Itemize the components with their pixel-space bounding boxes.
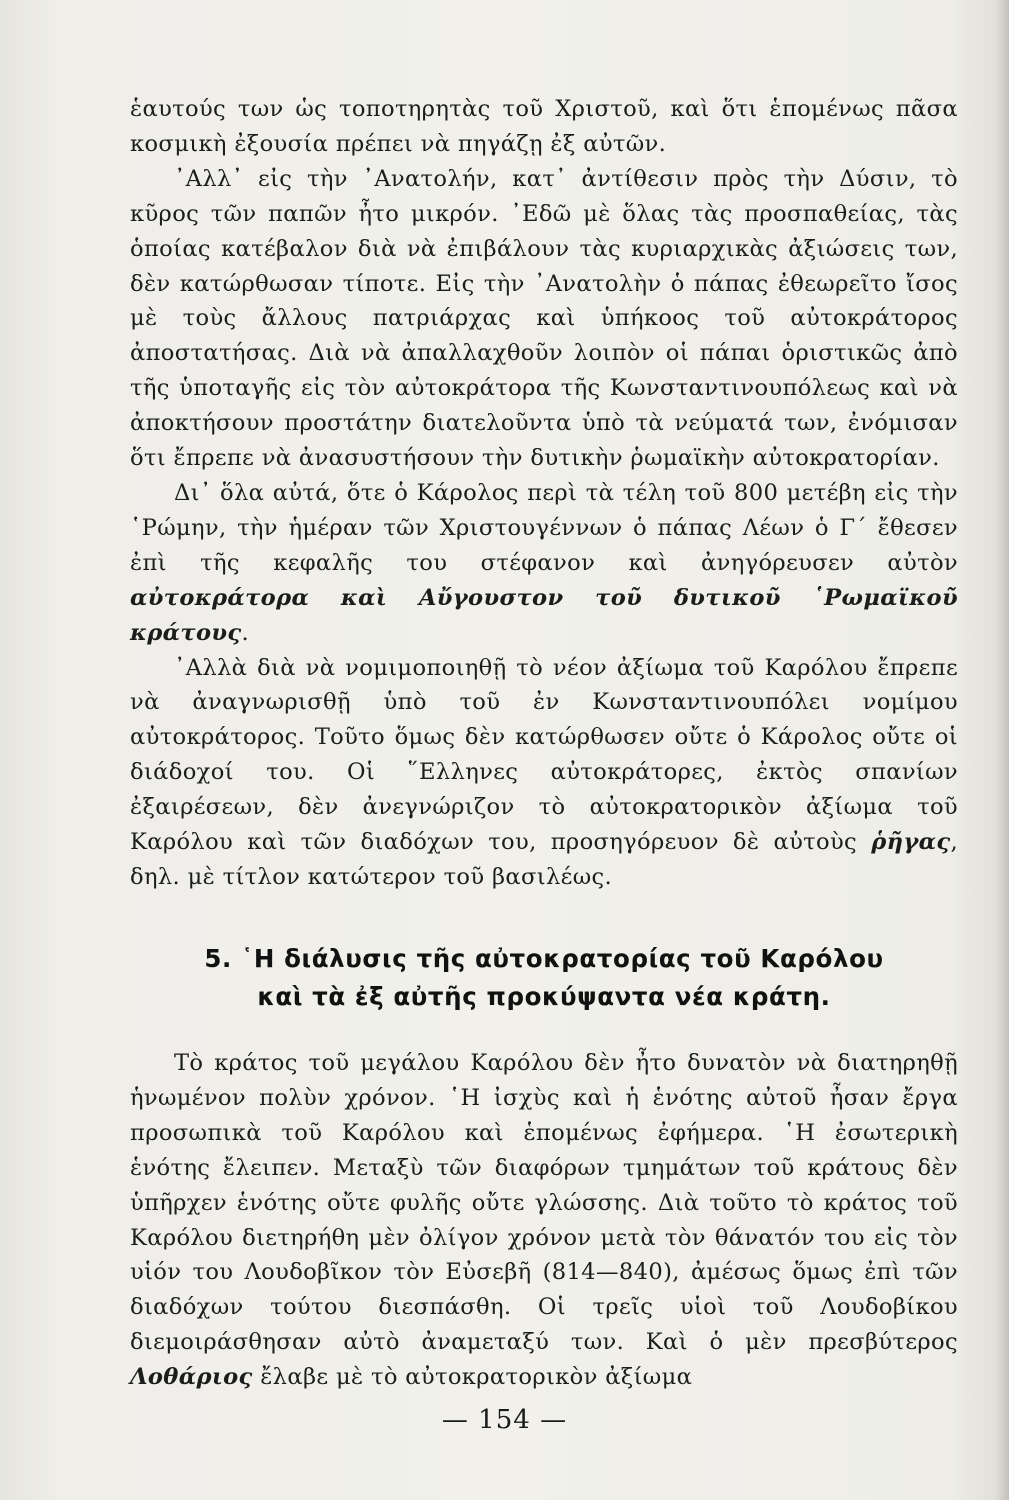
section-title-line-2: καὶ τὰ ἐξ αὐτῆς προκύψαντα νέα κράτη. (257, 982, 831, 1011)
body-text-bottom (130, 1046, 958, 1395)
paragraph-coronation-text-2: . (241, 619, 250, 646)
paragraph-coronation-text-1: Δι᾽ ὅλα αὐτά, ὅτε ὁ Κάρολος περὶ τὰ τέλη τοῦ 800 μετέβη εἰς τὴν ῾Ρώμην, τὴν ἡμέραν τῶν Χριστουγέννων ὁ πάπας Λέων ὁ Γ´ ἔθεσεν ἐπὶ τῆς κεφαλῆς του στέφανον καὶ ἀνηγόρευσεν αὐτὸν (130, 479, 958, 576)
page-shadow-edge (995, 0, 1009, 1500)
continuation-text: ἑαυτούς των ὡς τοποτηρητὰς τοῦ Χριστοῦ, καὶ ὅτι ἑπομένως πᾶσα κοσμικὴ ἐξουσία πρέπει νὰ πηγάζῃ ἐξ αὐτῶν. (130, 96, 958, 157)
paragraph-dissolution-text-1: Τὸ κράτος τοῦ μεγάλου Καρόλου δὲν ἦτο δυνατὸν νὰ διατηρηθῇ ἡνωμένον πολὺν χρόνον. ῾Η ἰσχὺς καὶ ἡ ἑνότης αὐτοῦ ἦσαν ἔργα προσωπικὰ τοῦ Καρόλου καὶ ἑπομένως ἐφήμερα. ῾Η ἐσωτερικὴ ἑνότης ἔλειπεν. Μεταξὺ τῶν διαφόρων τμημάτων τοῦ κράτους δὲν ὑπῆρχεν ἑνότης οὔτε φυλῆς οὔτε γλώσσης. Διὰ τοῦτο τὸ κράτος τοῦ Καρόλου διετηρήθη μὲν ὀλίγον χρόνον μετὰ τὸν θάνατόν του εἰς τὸν υἱόν του Λουδοβῖκον τὸν Εὐσεβῆ (814—840), ἀμέσως ὅμως ἐπὶ τῶν διαδόχων τούτου διεσπάσθη. Οἱ τρεῖς υἱοὶ τοῦ Λουδοβίκου διεμοιράσθησαν αὐτὸ ἀναμεταξύ των. Καὶ ὁ μὲν πρεσβύτερος (130, 1050, 958, 1356)
section-number: 5. (204, 944, 232, 973)
paragraph-recognition-text-1: ᾿Αλλὰ διὰ νὰ νομιμοποιηθῇ τὸ νέον ἀξίωμα τοῦ Καρόλου ἔπρεπε νὰ ἀναγνωρισθῇ ὑπὸ τοῦ ἐν Κωνσταντινουπόλει νομίμου αὐτοκράτορος. Τοῦτο ὅμως δὲν κατώρθωσεν οὔτε ὁ Κάρολος οὔτε οἱ διάδοχοί του. Οἱ ῞Ελληνες αὐτοκράτορες, ἐκτὸς σπανίων ἐξαιρέσεων, δὲν ἀνεγνώριζον τὸ αὐτοκρατορικὸν ἀξίωμα τοῦ Καρόλου καὶ τῶν διαδόχων του, προσηγόρευον δὲ αὐτοὺς (130, 654, 958, 856)
paragraph-east (130, 162, 958, 476)
paragraph-recognition-emphasis: ῥῆγας (871, 829, 951, 856)
body-text-top (130, 92, 958, 895)
paragraph-coronation (130, 476, 958, 651)
continuation-paragraph (130, 92, 958, 162)
paragraph-dissolution-text-2: ἔλαβε μὲ τὸ αὐτοκρατορικὸν ἀξίωμα (252, 1364, 693, 1391)
section-heading-line-1 (130, 940, 958, 978)
paragraph-recognition-text-2: , δηλ. μὲ τίτλον κατώτερον τοῦ βασιλέως. (130, 829, 958, 890)
paragraph-east-text: ᾿Αλλ᾽ εἰς τὴν ᾿Ανατολήν, κατ᾽ ἀντίθεσιν πρὸς τὴν Δύσιν, τὸ κῦρος τῶν παπῶν ἦτο μικρόν. ᾿Εδῶ μὲ ὅλας τὰς προσπαθείας, τὰς ὁποίας κατέβαλον διὰ νὰ ἐπιβάλουν τὰς κυριαρχικὰς ἀξιώσεις των, δὲν κατώρθωσαν τίποτε. Εἰς τὴν ᾿Ανατολὴν ὁ πάπας ἐθεωρεῖτο ἴσος μὲ τοὺς ἄλλους πατριάρχας καὶ ὑπήκοος τοῦ αὐτοκράτορος ἀποστατήσας. Διὰ νὰ ἀπαλλαχθοῦν λοιπὸν οἱ πάπαι ὁριστικῶς ἀπὸ τῆς ὑποταγῆς εἰς τὸν αὐτοκράτορα τῆς Κωνσταντινουπόλεως καὶ νὰ ἀποκτήσουν προστάτην διατελοῦντα ὑπὸ τὰ νεύματά των, ἐνόμισαν ὅτι ἔπρεπε νὰ ἀνασυστήσουν τὴν δυτικὴν ῥωμαϊκὴν αὐτοκρατορίαν. (130, 165, 958, 472)
paragraph-dissolution (130, 1046, 958, 1395)
section-title-line-1: ῾Η διάλυσις τῆς αὐτοκρατορίας τοῦ Καρόλου (241, 944, 884, 973)
paragraph-recognition (130, 651, 958, 895)
paragraph-coronation-emphasis: αὐτοκράτορα καὶ Αὔγουστον τοῦ δυτικοῦ ῾Ρωμαϊκοῦ κράτους (130, 584, 958, 646)
paragraph-dissolution-emphasis: Λοθάριος (130, 1364, 253, 1391)
page-number: — 154 — (441, 1405, 568, 1435)
section-heading (130, 940, 958, 1016)
